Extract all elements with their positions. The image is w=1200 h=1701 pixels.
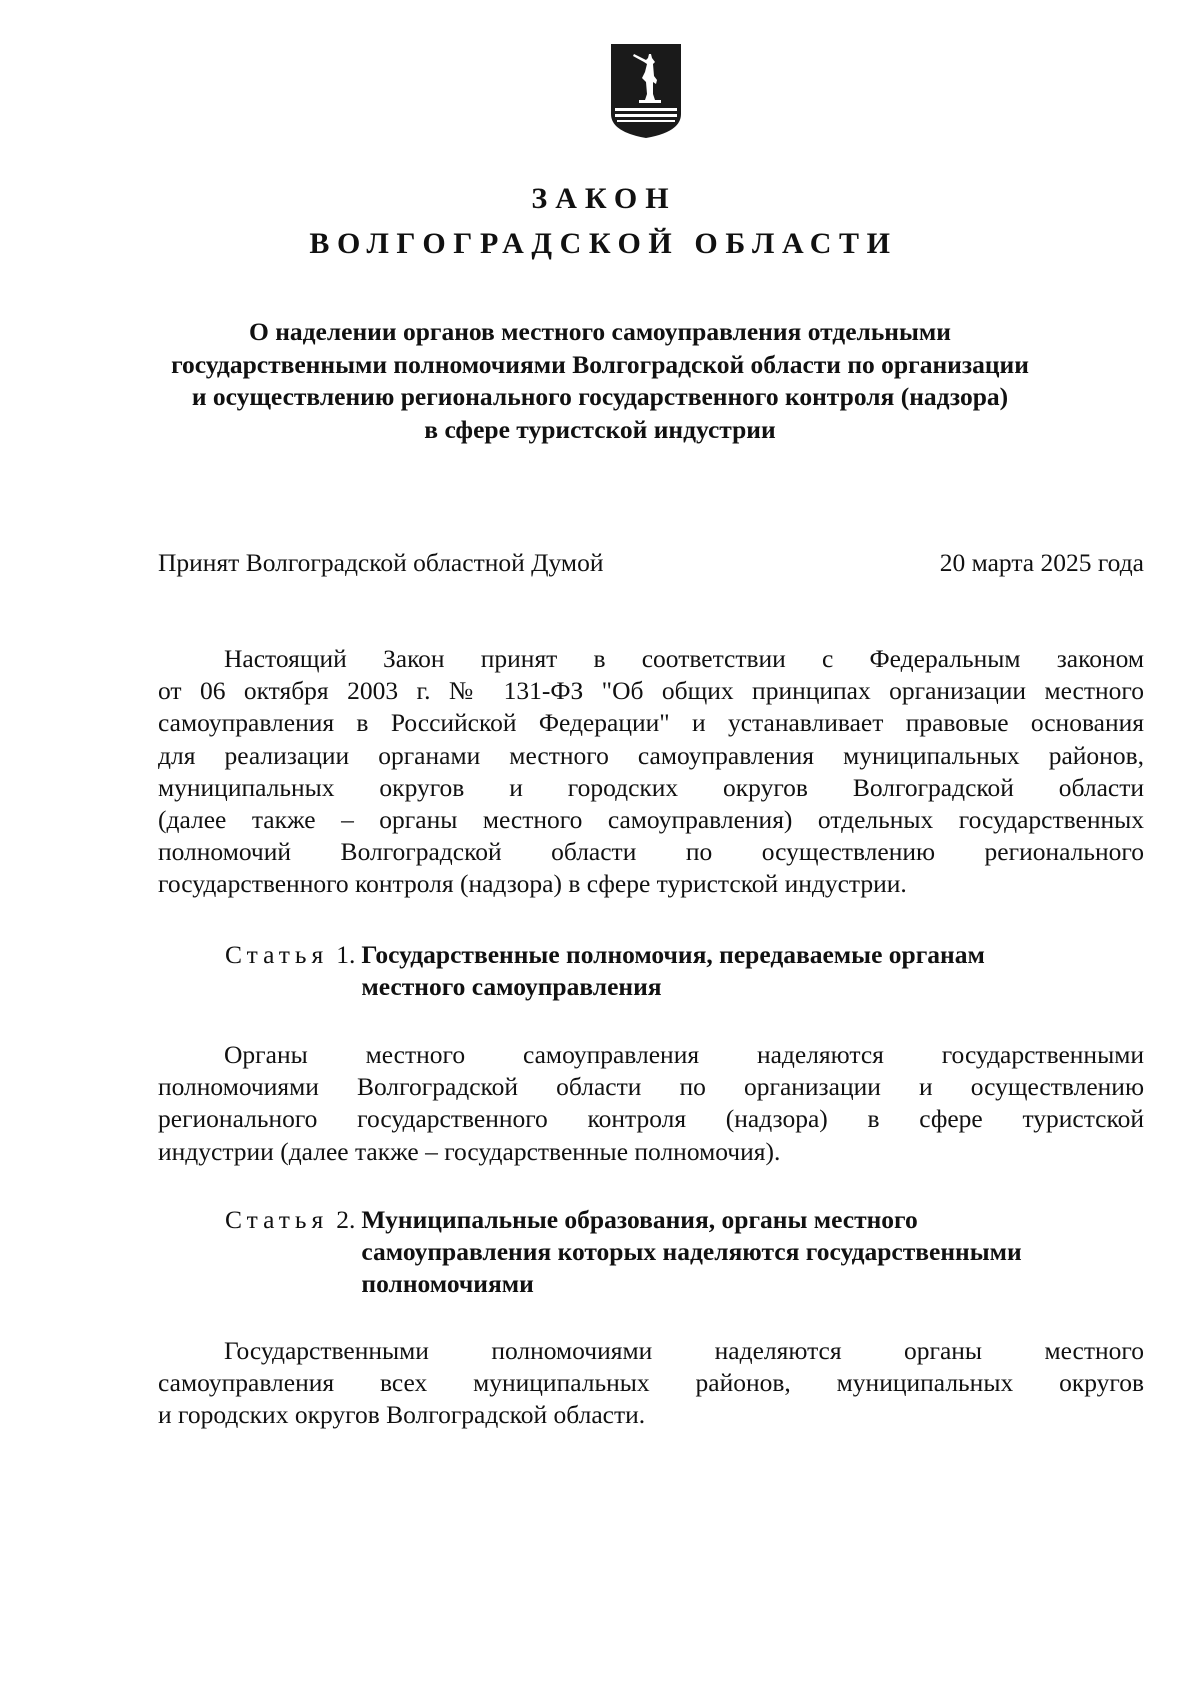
law-title: ЗАКОН bbox=[531, 182, 677, 215]
article-title bbox=[361, 939, 984, 1003]
article-number: 1. bbox=[336, 940, 356, 969]
article-1-body bbox=[158, 1039, 1144, 1168]
preamble-line: полномочий Волгоградской области по осуществлению регионального bbox=[158, 837, 1144, 867]
article-number: 2. bbox=[336, 1205, 356, 1234]
article-title-line: Муниципальные образования, органы местного bbox=[361, 1205, 918, 1234]
subject-line: государственными полномочиями Волгоградской области по организации bbox=[171, 349, 1029, 379]
preamble-line: от 06 октября 2003 г. № 131-ФЗ "Об общих принципах организации местного bbox=[158, 676, 1144, 706]
article-body-line: Органы местного самоуправления наделяются государственными bbox=[224, 1040, 1144, 1069]
law-subject bbox=[150, 316, 1050, 446]
preamble-line: муниципальных округов и городских округов Волгоградской области bbox=[158, 772, 1144, 802]
subject-line: в сфере туристской индустрии bbox=[424, 414, 776, 444]
article-body-line: Государственными полномочиями наделяются органы местного bbox=[224, 1336, 1144, 1365]
preamble-line: для реализации органами местного самоуправления муниципальных районов, bbox=[158, 740, 1144, 770]
article-title-line: полномочиями bbox=[361, 1269, 534, 1299]
adoption-date: 20 марта 2025 года bbox=[939, 548, 1144, 577]
adoption-line bbox=[158, 548, 1144, 578]
article-2-heading bbox=[225, 1204, 1125, 1301]
law-region-title: ВОЛГОГРАДСКОЙ ОБЛАСТИ bbox=[309, 227, 898, 260]
subject-line: О наделении органов местного самоуправления отдельными bbox=[249, 317, 951, 346]
article-title-line: самоуправления которых наделяются государственными bbox=[361, 1237, 1022, 1267]
subject-line: и осуществлению регионального государственного контроля (надзора) bbox=[191, 382, 1009, 411]
adopted-by: Принят Волгоградской областной Думой bbox=[158, 548, 604, 577]
article-body-line: регионального государственного контроля (надзора) в сфере туристской bbox=[158, 1104, 1144, 1134]
preamble-paragraph bbox=[158, 643, 1144, 901]
article-body-line: и городских округов Волгоградской области. bbox=[158, 1400, 646, 1430]
article-body-line: самоуправления всех муниципальных районов, муниципальных округов bbox=[158, 1368, 1144, 1398]
article-title bbox=[361, 1204, 1021, 1301]
coat-of-arms-icon bbox=[609, 42, 683, 140]
article-body-line: индустрии (далее также – государственные полномочия). bbox=[158, 1136, 781, 1166]
article-1-heading bbox=[225, 939, 1125, 1003]
article-2-body bbox=[158, 1335, 1144, 1432]
article-label: Статья bbox=[225, 1205, 329, 1234]
article-title-line: местного самоуправления bbox=[361, 972, 662, 1002]
preamble-line: самоуправления в Российской Федерации" и устанавливает правовые основания bbox=[158, 708, 1144, 738]
preamble-line: (далее также – органы местного самоуправления) отдельных государственных bbox=[158, 805, 1144, 835]
article-label: Статья bbox=[225, 940, 329, 969]
article-body-line: полномочиями Волгоградской области по организации и осуществлению bbox=[158, 1072, 1144, 1102]
article-title-line: Государственные полномочия, передаваемые органам bbox=[361, 940, 985, 969]
preamble-line: Настоящий Закон принят в соответствии с Федеральным законом bbox=[224, 644, 1144, 673]
preamble-line: государственного контроля (надзора) в сфере туристской индустрии. bbox=[158, 869, 907, 899]
